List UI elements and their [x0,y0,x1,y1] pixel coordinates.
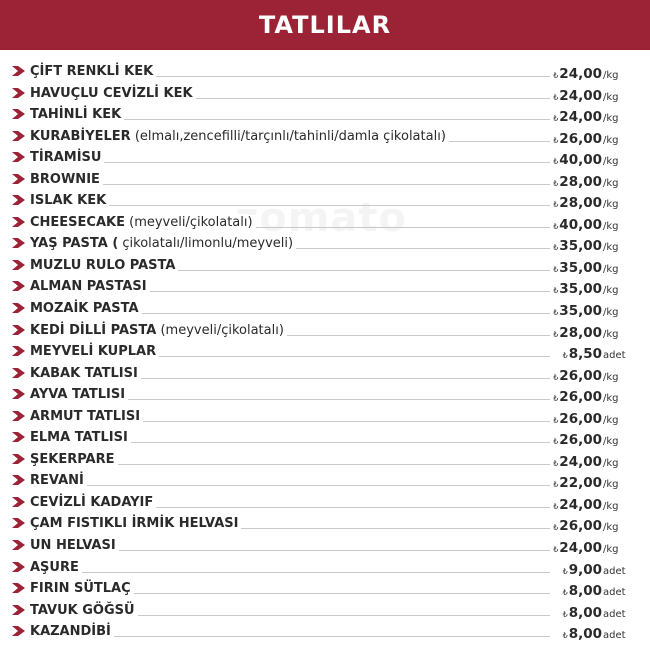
item-unit: /kg [603,307,619,319]
item-unit: /kg [603,113,619,125]
menu-item [0,513,650,535]
price-tag [552,343,628,361]
item-name [30,430,131,446]
price-tag [552,106,628,124]
price-tag [552,85,628,103]
item-price: 26,00 [559,410,602,427]
item-title: KEDİ DİLLİ PASTA [30,322,157,338]
item-name [30,107,124,123]
price-tag [552,408,628,426]
item-name [30,86,196,102]
menu-item [0,83,650,105]
item-title: ARMUT TATLISI [30,408,141,424]
chevron-right-icon [12,389,26,399]
item-unit: /kg [603,544,619,556]
currency-symbol: ₺ [562,588,568,598]
menu-item [0,233,650,255]
item-title: UN HELVASI [30,538,116,554]
item-price: 40,00 [559,152,602,169]
price-tag [552,192,628,210]
item-name [30,301,142,317]
item-name [30,624,114,640]
chevron-right-icon [12,152,26,162]
menu-item [0,169,650,191]
item-title: TAHİNLİ KEK [30,107,122,123]
item-unit: /kg [603,285,619,297]
chevron-right-icon [12,325,26,335]
item-name [30,538,119,554]
item-price: 26,00 [559,518,602,535]
chevron-right-icon [12,260,26,270]
currency-symbol: ₺ [553,200,559,210]
menu-list [0,61,650,643]
item-unit: /kg [603,70,619,81]
menu-item [0,535,650,557]
currency-symbol: ₺ [553,264,559,274]
chevron-right-icon [12,368,26,378]
menu-item [0,427,650,449]
item-unit: adet [603,608,626,620]
price-tag [552,451,628,469]
chevron-right-icon [12,583,26,593]
item-name [30,215,256,231]
item-price: 26,00 [559,389,602,406]
item-price: 9,00 [568,561,602,578]
item-price: 24,00 [559,496,602,513]
price-tag [552,257,628,275]
price-tag [552,149,628,167]
currency-symbol: ₺ [553,372,559,382]
menu-item [0,147,650,169]
menu-item [0,126,650,148]
menu-item [0,212,650,234]
currency-symbol: ₺ [553,157,559,167]
item-unit: /kg [603,371,619,383]
item-unit: adet [603,350,626,362]
price-tag [552,171,628,189]
item-price: 35,00 [559,238,602,255]
item-unit: /kg [603,436,619,448]
item-unit: /kg [603,263,619,275]
item-title: ŞEKERPARE [30,451,115,467]
item-unit: /kg [603,220,619,232]
price-tag [552,472,628,490]
currency-symbol: ₺ [553,458,559,468]
item-price: 26,00 [559,367,602,384]
dotted-leader [30,162,550,163]
item-title: KURABİYELER [30,128,131,144]
currency-symbol: ₺ [562,566,568,576]
price-tag [552,214,628,232]
item-unit: /kg [603,177,619,189]
item-price: 24,00 [559,453,602,470]
currency-symbol: ₺ [553,480,559,490]
item-title: ISLAK KEK [30,193,107,209]
item-unit: adet [603,587,626,599]
item-price: 8,00 [568,583,602,600]
item-name [30,344,159,360]
price-tag [552,235,628,253]
item-title: AŞURE [30,559,79,575]
menu-item [0,600,650,622]
dotted-leader [30,572,550,573]
price-tag [552,494,628,512]
menu-item [0,557,650,579]
menu-item [0,621,650,643]
item-name [30,581,134,597]
currency-symbol: ₺ [553,329,559,339]
item-price: 35,00 [559,259,602,276]
item-unit: /kg [603,328,619,340]
item-price: 8,00 [568,626,602,643]
item-price: 26,00 [559,432,602,449]
header-banner [0,0,650,50]
item-title: KAZANDİBİ [30,624,111,640]
currency-symbol: ₺ [553,437,559,447]
chevron-right-icon [12,605,26,615]
item-price: 35,00 [559,281,602,298]
item-title: HAVUÇLU CEVİZLİ KEK [30,85,193,101]
price-tag [552,537,628,555]
chevron-right-icon [12,626,26,636]
item-title: MEYVELİ KUPLAR [30,344,157,360]
chevron-right-icon [12,217,26,227]
currency-symbol: ₺ [553,178,559,188]
item-price: 24,00 [559,87,602,104]
menu-item [0,384,650,406]
currency-symbol: ₺ [553,394,559,404]
currency-symbol: ₺ [562,609,568,619]
currency-symbol: ₺ [553,286,559,296]
item-name [30,452,118,468]
item-note: (meyveli/çikolatalı) [124,214,253,230]
chevron-right-icon [12,540,26,550]
price-tag [552,365,628,383]
price-tag [552,602,628,620]
item-price: 28,00 [559,173,602,190]
menu-item [0,578,650,600]
item-price: 24,00 [559,66,602,82]
item-name [30,193,109,209]
item-price: 35,00 [559,303,602,320]
chevron-right-icon [12,432,26,442]
page-title: TATLILAR [258,11,392,39]
item-unit: /kg [603,414,619,426]
item-name [30,129,449,145]
currency-symbol: ₺ [553,545,559,555]
chevron-right-icon [12,497,26,507]
price-tag [552,278,628,296]
price-tag [552,623,628,641]
item-title: MOZAİK PASTA [30,301,139,317]
item-price: 8,50 [568,346,602,363]
currency-symbol: ₺ [553,523,559,533]
price-tag [552,429,628,447]
item-title: ÇAM FISTIKLI İRMİK HELVASI [30,516,239,532]
item-unit: /kg [603,522,619,534]
chevron-right-icon [12,475,26,485]
item-title: AYVA TATLISI [30,387,126,403]
currency-symbol: ₺ [553,135,559,145]
item-price: 28,00 [559,324,602,341]
chevron-right-icon [12,303,26,313]
item-name [30,150,104,166]
item-price: 40,00 [559,216,602,233]
item-title: ÇİFT RENKLİ KEK [30,64,154,79]
menu-item [0,255,650,277]
item-name [30,560,82,576]
dotted-leader [30,184,550,185]
item-title: MUZLU RULO PASTA [30,257,176,273]
menu-item [0,406,650,428]
item-unit: /kg [603,156,619,168]
chevron-right-icon [12,518,26,528]
currency-symbol: ₺ [553,415,559,425]
price-tag [552,580,628,598]
item-price: 8,00 [568,604,602,621]
currency-symbol: ₺ [553,114,559,124]
item-price: 26,00 [559,130,602,147]
price-tag [552,63,628,81]
chevron-right-icon [12,195,26,205]
item-unit: /kg [603,479,619,491]
item-unit: adet [603,565,626,577]
menu-item [0,61,650,83]
item-unit: adet [603,630,626,642]
chevron-right-icon [12,174,26,184]
item-unit: /kg [603,134,619,146]
price-tag [552,300,628,318]
item-title: CHEESECAKE [30,214,125,230]
item-title: BROWNIE [30,171,100,187]
item-unit: /kg [603,242,619,254]
price-tag [552,515,628,533]
item-title: KABAK TATLISI [30,365,138,381]
item-name [30,64,156,80]
item-name [30,409,143,425]
item-title: CEVİZLİ KADAYIF [30,494,154,510]
item-price: 22,00 [559,475,602,492]
menu-item [0,190,650,212]
menu-item [0,363,650,385]
chevron-right-icon [12,562,26,572]
chevron-right-icon [12,411,26,421]
item-name [30,236,296,252]
item-unit: /kg [603,500,619,512]
item-price: 24,00 [559,109,602,126]
item-title: TİRAMİSU [30,150,102,166]
menu-item [0,470,650,492]
item-name [30,516,241,532]
menu-item [0,298,650,320]
dotted-leader [30,485,550,486]
item-title: YAŞ PASTA ( [30,236,119,252]
item-unit: /kg [603,199,619,211]
item-title: TAVUK GÖĞSÜ [30,602,135,618]
chevron-right-icon [12,66,26,76]
item-name [30,387,128,403]
chevron-right-icon [12,346,26,356]
menu-item [0,341,650,363]
menu-item [0,449,650,471]
chevron-right-icon [12,454,26,464]
menu-item [0,104,650,126]
chevron-right-icon [12,88,26,98]
item-note: (elmalı,zencefilli/tarçınlı/tahinli/damla çikolatalı) [130,128,446,144]
price-tag [552,322,628,340]
item-title: REVANİ [30,473,84,489]
item-name [30,279,150,295]
item-title: ELMA TATLISI [30,430,128,446]
price-tag [552,128,628,146]
currency-symbol: ₺ [553,221,559,231]
currency-symbol: ₺ [553,501,559,511]
menu-item [0,492,650,514]
currency-symbol: ₺ [553,71,559,80]
currency-symbol: ₺ [562,631,568,641]
chevron-right-icon [12,238,26,248]
currency-symbol: ₺ [553,92,559,102]
item-name [30,258,178,274]
item-name [30,323,287,339]
item-name [30,473,87,489]
item-name [30,172,103,188]
chevron-right-icon [12,281,26,291]
item-name [30,603,138,619]
item-name [30,366,141,382]
menu-item [0,320,650,342]
item-price: 28,00 [559,195,602,212]
item-note: (meyveli/çikolatalı) [156,322,284,338]
item-unit: /kg [603,91,619,103]
price-tag [552,386,628,404]
item-title: ALMAN PASTASI [30,279,147,295]
item-name [30,495,156,511]
item-title: FIRIN SÜTLAÇ [30,581,131,597]
currency-symbol: ₺ [562,351,568,361]
currency-symbol: ₺ [553,308,559,318]
chevron-right-icon [12,131,26,141]
price-tag [552,559,628,577]
item-unit: /kg [603,457,619,469]
chevron-right-icon [12,109,26,119]
currency-symbol: ₺ [553,243,559,253]
item-unit: /kg [603,393,619,405]
item-note: çikolatalı/limonlu/meyveli) [118,236,294,252]
menu-item [0,276,650,298]
item-price: 24,00 [559,540,602,557]
